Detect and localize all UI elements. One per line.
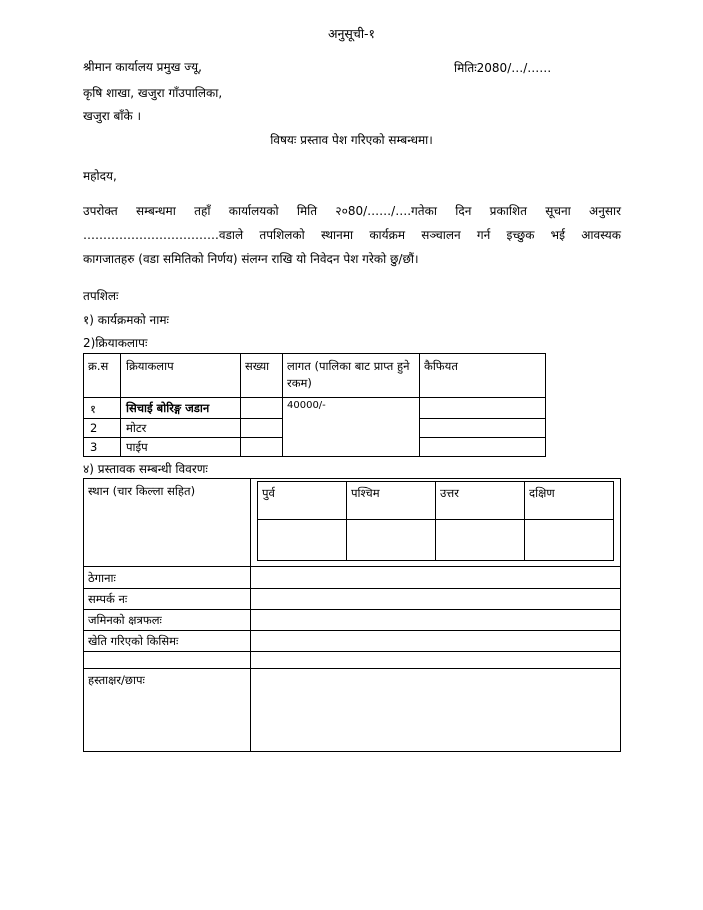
row-3-activity: पाईप [126,440,148,454]
subject-line: विषयः प्रस्ताव पेश गरिएको सम्बन्धमा। [270,133,433,147]
date-field: मितिः2080/…/…… [454,61,552,75]
annex-heading: अनुसूची-१ [327,26,376,41]
row-1-serial: १ [90,402,96,416]
proposer-label: ४) प्रस्तावक सम्बन्धी विवरणः [83,462,208,476]
direction-east: पुर्व [262,486,275,500]
cost-value: 40000/- [287,400,326,411]
address-line-2: कृषि शाखा, खजुरा गाँउपालिका, [83,86,223,100]
activities-label: 2)क्रियाकलापः [83,336,148,350]
body-line-3: कागजातहरु (वडा समितिको निर्णय) संलग्न राखि यो निवेदन पेश गरेको छु/छौं। [83,252,419,266]
salutation: महोदय, [83,169,117,183]
signature-label: हस्ताक्षर/छापः [88,673,145,687]
land-area-label: जमिनको क्षत्रफलः [88,613,162,627]
address-line-1: श्रीमान कार्यालय प्रमुख ज्यू, [83,60,202,74]
program-name-label: १) कार्यक्रमको नामः [83,313,169,327]
th-activity: क्रियाकलाप [126,359,174,373]
body-line-2: …………………………….वडाले तपशिलको स्थानमा कार्यक्रम सञ्चालन गर्न इच्छुक भई आवस्यक [83,228,621,242]
th-remarks: कैफियत [424,359,458,373]
farming-type-label: खेति गरिएको किसिमः [88,634,179,648]
row-2-serial: 2 [90,421,98,435]
row-2-activity: मोटर [126,421,147,435]
row-3-serial: 3 [90,440,98,454]
direction-west: पश्चिम [351,486,380,500]
th-quantity: सख्या [245,359,270,373]
address-line-3: खजुरा बाँके । [83,109,142,123]
contact-label: सम्पर्क नः [88,592,128,606]
th-serial: क्र.स [88,359,109,373]
location-label: स्थान (चार किल्ला सहित) [88,484,196,498]
direction-north: उत्तर [440,486,459,500]
th-cost: लागत (पालिका बाट प्राप्त हुने रकम) [287,359,410,390]
details-label: तपशिलः [83,289,119,303]
address-field-label: ठेगानाः [88,571,116,585]
row-1-activity: सिचाई बोरिङ्ग जडान [126,401,210,415]
body-line-1: उपरोक्त सम्बन्धमा तहाँ कार्यालयको मिति २०80/……/….गतेका दिन प्रकाशित सूचना अनुसार [83,204,621,218]
direction-south: दक्षिण [529,486,555,500]
